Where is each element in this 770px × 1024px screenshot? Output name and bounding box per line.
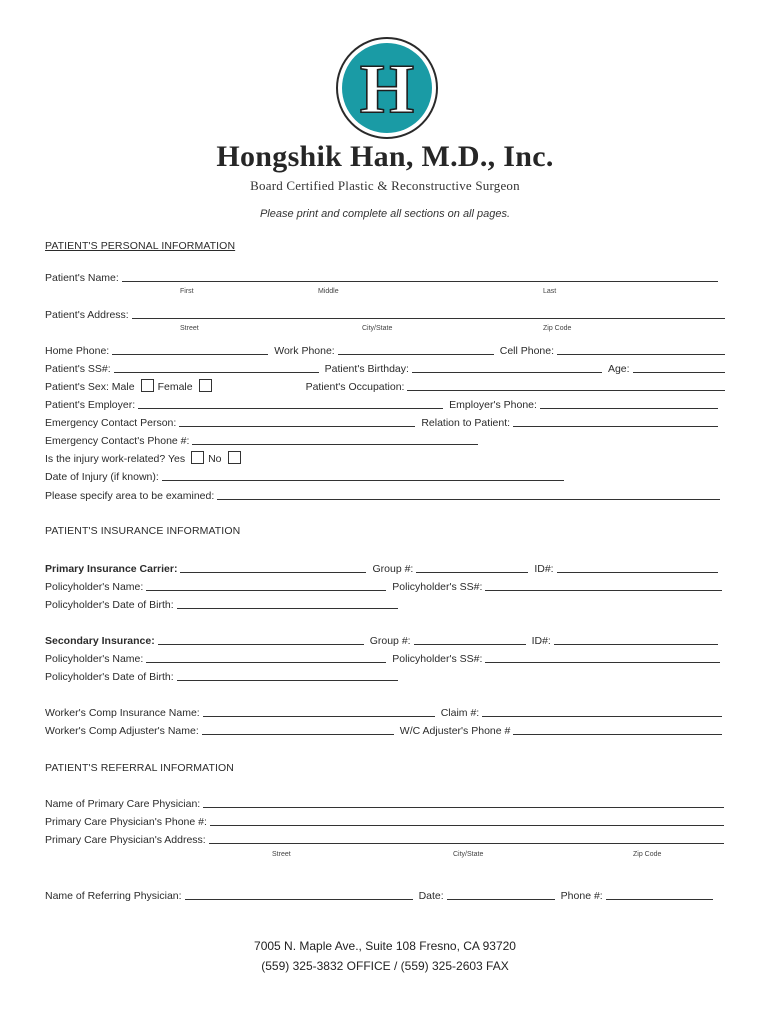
secondary-policyholder-dob-field[interactable]: [177, 679, 398, 681]
primary-carrier-field[interactable]: [180, 571, 366, 573]
name-sub-middle: Middle: [318, 288, 339, 295]
practice-logo: [336, 37, 438, 139]
secondary-policyholder-ss-field[interactable]: [485, 661, 720, 663]
patient-address-field[interactable]: [132, 317, 725, 319]
secondary-policyholder-dob-label: Policyholder's Date of Birth:: [45, 671, 174, 683]
name-sub-first: First: [180, 288, 194, 295]
logo-letter: H: [359, 51, 415, 128]
emergency-phone-row: [45, 433, 478, 447]
secondary-policyholder-name-field[interactable]: [146, 661, 386, 663]
practice-name: Hongshik Han, M.D., Inc.: [216, 140, 554, 173]
area-examined-field[interactable]: [217, 498, 720, 500]
pcp-name-field[interactable]: [203, 806, 724, 808]
footer-phones: (559) 325-3832 OFFICE / (559) 325-2603 FAX: [261, 959, 509, 973]
pcp-phone-label: Primary Care Physician's Phone #:: [45, 816, 207, 828]
secondary-group-label: Group #:: [369, 635, 411, 647]
referring-phone-label: Phone #:: [560, 890, 603, 902]
secondary-policyholder-name-label: Policyholder's Name:: [45, 653, 144, 665]
injury-date-label: Date of Injury (if known):: [45, 471, 159, 483]
injury-date-row: [45, 469, 564, 483]
secondary-id-field[interactable]: [554, 643, 718, 645]
primary-policyholder-name-label: Policyholder's Name:: [45, 581, 144, 593]
wc-adjuster-phone-label: W/C Adjuster's Phone #: [399, 725, 511, 737]
work-related-yes-checkbox[interactable]: [191, 451, 204, 464]
pcp-phone-row: [45, 814, 724, 828]
primary-group-label: Group #:: [372, 563, 414, 575]
relation-field[interactable]: [513, 425, 718, 427]
form-instructions: Please print and complete all sections on all pages.: [259, 208, 511, 220]
home-phone-label: Home Phone:: [45, 345, 110, 357]
area-examined-row: [45, 488, 720, 502]
work-related-row: [45, 451, 725, 465]
primary-policyholder-dob-row: [45, 597, 398, 611]
wc-adjuster-name-field[interactable]: [202, 733, 394, 735]
address-sub-city: City/State: [362, 325, 393, 332]
patient-name-row: [45, 270, 718, 284]
secondary-insurance-field[interactable]: [158, 643, 364, 645]
primary-id-label: ID#:: [534, 563, 554, 575]
emergency-phone-label: Emergency Contact's Phone #:: [45, 435, 190, 447]
phones-row: [45, 343, 725, 357]
referring-physician-row: [45, 888, 713, 902]
employer-phone-label: Employer's Phone:: [449, 399, 537, 411]
employer-label: Patient's Employer:: [45, 399, 136, 411]
female-label: Female: [157, 381, 193, 393]
primary-carrier-row: [45, 561, 718, 575]
wc-insurance-name-label: Worker's Comp Insurance Name:: [45, 707, 200, 719]
emergency-contact-label: Emergency Contact Person:: [45, 417, 177, 429]
male-checkbox[interactable]: [141, 379, 154, 392]
ss-birthday-row: [45, 361, 725, 375]
pcp-address-row: [45, 832, 724, 846]
claim-field[interactable]: [482, 715, 722, 717]
emergency-phone-field[interactable]: [192, 443, 478, 445]
primary-policyholder-dob-field[interactable]: [177, 607, 398, 609]
referring-phone-field[interactable]: [606, 898, 713, 900]
pcp-phone-field[interactable]: [210, 824, 724, 826]
occupation-field[interactable]: [407, 389, 725, 391]
secondary-policyholder-dob-row: [45, 669, 398, 683]
patient-address-label: Patient's Address:: [45, 309, 129, 321]
employer-phone-field[interactable]: [540, 407, 718, 409]
work-related-no-checkbox[interactable]: [228, 451, 241, 464]
pcp-name-label: Name of Primary Care Physician:: [45, 798, 201, 810]
sex-label: Patient's Sex: Male: [45, 381, 135, 393]
wc-insurance-row: [45, 705, 722, 719]
work-phone-field[interactable]: [338, 353, 494, 355]
occupation-label: Patient's Occupation:: [305, 381, 405, 393]
practice-subtitle: Board Certified Plastic & Reconstructive Surgeon: [250, 178, 520, 193]
cell-phone-label: Cell Phone:: [499, 345, 555, 357]
pcp-address-sub-city: City/State: [453, 851, 484, 858]
employer-field[interactable]: [138, 407, 443, 409]
patient-address-row: [45, 307, 725, 321]
referring-date-label: Date:: [418, 890, 444, 902]
cell-phone-field[interactable]: [557, 353, 725, 355]
referral-section-heading: PATIENT'S REFERRAL INFORMATION: [45, 762, 234, 774]
primary-policyholder-row: [45, 579, 722, 593]
age-label: Age:: [607, 363, 630, 375]
birthday-label: Patient's Birthday:: [324, 363, 409, 375]
primary-policyholder-dob-label: Policyholder's Date of Birth:: [45, 599, 174, 611]
emergency-contact-field[interactable]: [179, 425, 415, 427]
ss-field[interactable]: [114, 371, 319, 373]
claim-label: Claim #:: [440, 707, 480, 719]
referring-name-label: Name of Referring Physician:: [45, 890, 182, 902]
secondary-policyholder-row: [45, 651, 720, 665]
footer-address: 7005 N. Maple Ave., Suite 108 Fresno, CA 93720: [254, 939, 516, 953]
wc-insurance-name-field[interactable]: [203, 715, 435, 717]
secondary-id-label: ID#:: [531, 635, 551, 647]
primary-carrier-label: Primary Insurance Carrier:: [45, 563, 178, 575]
address-sub-street: Street: [180, 325, 199, 332]
primary-policyholder-ss-field[interactable]: [485, 589, 722, 591]
work-related-label: Is the injury work-related? Yes: [45, 453, 186, 465]
primary-group-field[interactable]: [416, 571, 528, 573]
work-related-no-label: No: [208, 453, 222, 465]
home-phone-field[interactable]: [112, 353, 268, 355]
wc-adjuster-phone-field[interactable]: [513, 733, 722, 735]
referring-date-field[interactable]: [447, 898, 555, 900]
primary-id-field[interactable]: [557, 571, 718, 573]
name-sub-last: Last: [543, 288, 557, 295]
patient-name-field[interactable]: [122, 280, 718, 282]
pcp-name-row: [45, 796, 724, 810]
secondary-insurance-label: Secondary Insurance:: [45, 635, 155, 647]
primary-policyholder-name-field[interactable]: [146, 589, 386, 591]
secondary-policyholder-ss-label: Policyholder's SS#:: [392, 653, 483, 665]
insurance-section-heading: PATIENT'S INSURANCE INFORMATION: [45, 525, 241, 537]
area-examined-label: Please specify area to be examined:: [45, 490, 215, 502]
patient-name-label: Patient's Name:: [45, 272, 119, 284]
address-sub-zip: Zip Code: [543, 325, 572, 332]
emergency-row: [45, 415, 718, 429]
pcp-address-field[interactable]: [209, 842, 724, 844]
female-checkbox[interactable]: [199, 379, 212, 392]
wc-adjuster-name-label: Worker's Comp Adjuster's Name:: [45, 725, 199, 737]
injury-date-field[interactable]: [162, 479, 564, 481]
pcp-address-sub-street: Street: [272, 851, 291, 858]
personal-section-heading: PATIENT'S PERSONAL INFORMATION: [45, 240, 236, 252]
work-phone-label: Work Phone:: [274, 345, 335, 357]
birthday-field[interactable]: [412, 371, 602, 373]
referring-name-field[interactable]: [185, 898, 413, 900]
secondary-insurance-row: [45, 633, 718, 647]
age-field[interactable]: [633, 371, 725, 373]
relation-label: Relation to Patient:: [421, 417, 511, 429]
primary-policyholder-ss-label: Policyholder's SS#:: [392, 581, 483, 593]
pcp-address-sub-zip: Zip Code: [633, 851, 662, 858]
ss-label: Patient's SS#:: [45, 363, 111, 375]
employer-row: [45, 397, 718, 411]
pcp-address-label: Primary Care Physician's Address:: [45, 834, 206, 846]
sex-occupation-row: [45, 379, 725, 393]
wc-adjuster-row: [45, 723, 722, 737]
secondary-group-field[interactable]: [414, 643, 526, 645]
